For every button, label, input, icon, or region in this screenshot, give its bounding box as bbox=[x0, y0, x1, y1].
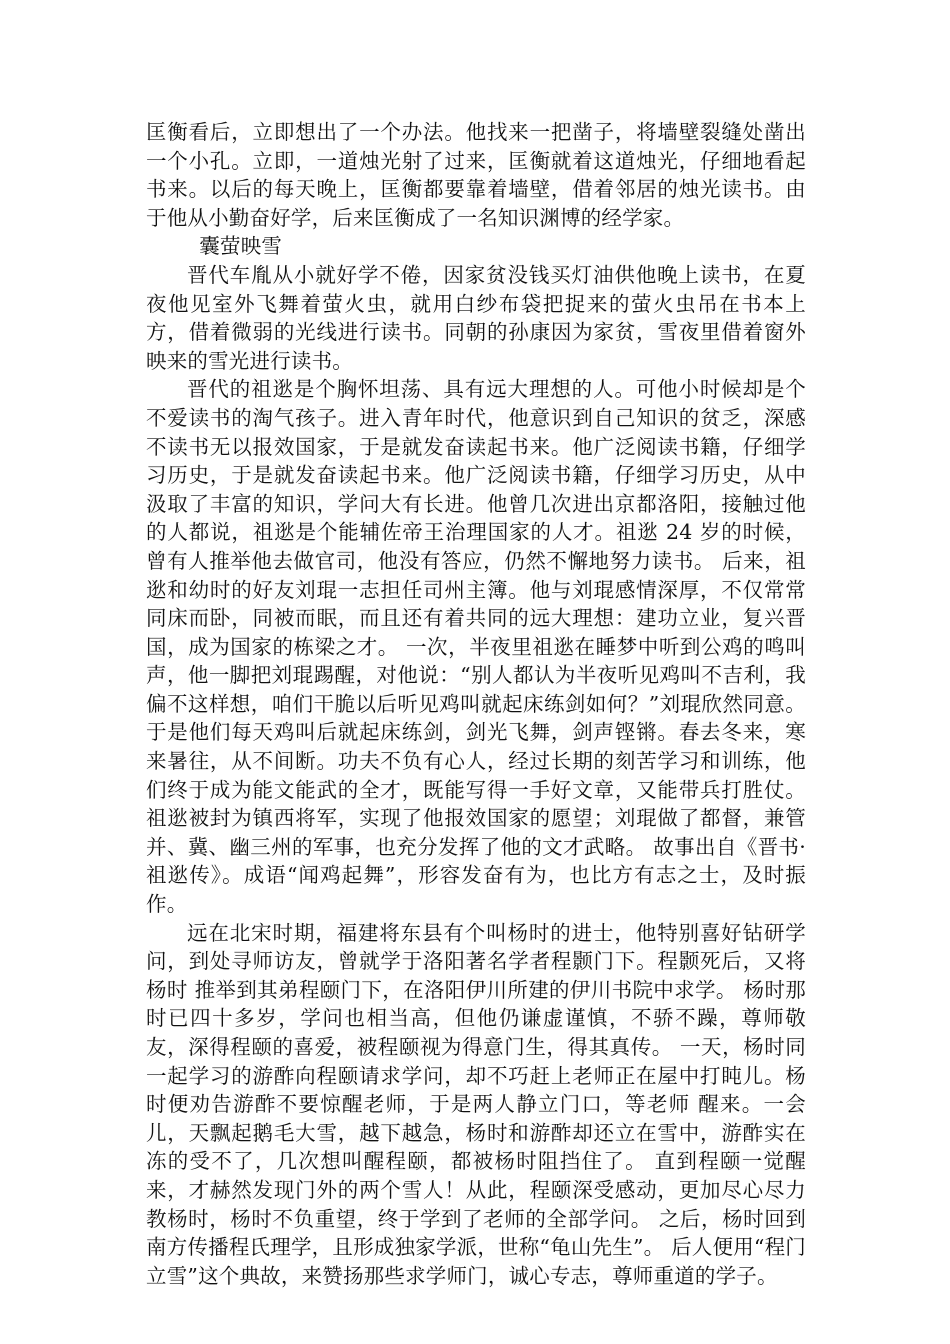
section-heading-nangying-yingxue: 囊萤映雪 bbox=[199, 234, 283, 259]
document-page bbox=[146, 118, 806, 1290]
paragraph-zuti-wenjiqiwu: 晋代的祖逖是个胸怀坦荡、具有远大理想的人。可他小时候却是个不爱读书的淘气孩子。进入青年时代，他意识到自己知识的贫乏，深感不读书无以报效国家，于是就发奋读起书来。他广泛阅读书籍，仔细学习历史，于是就发奋读起书来。他广泛阅读书籍，仔细学习历史，从中汲取了丰富的知识，学问大有长进。他曾几次进出京都洛阳，接触过他的人都说，祖逖是个能辅佐帝王治理国家的人才。祖逖 24 岁的时候，曾有人推举他去做官司，他没有答应，仍然不懈地努力读书。 后来，祖逖和幼时的好友刘琨一志担任司州主簿。他与刘琨感情深厚，不仅常常同床而卧，同被而眠，而且还有着共同的远大理想：建功立业，复兴晋国，成为国家的栋梁之才。 一次，半夜里祖逖在睡梦中听到公鸡的鸣叫声，他一脚把刘琨踢醒，对他说：“别人都认为半夜听见鸡叫不吉利，我偏不这样想，咱们干脆以后听见鸡叫就起床练剑如何？”刘琨欣然同意。于是他们每天鸡叫后就起床练剑，剑光飞舞，剑声铿锵。春去冬来，寒来暑往，从不间断。功夫不负有心人，经过长期的刻苦学习和训练，他们终于成为能文能武的全才，既能写得一手好文章，又能带兵打胜仗。祖逖被封为镇西将军，实现了他报效国家的愿望；刘琨做了都督，兼管并、冀、幽三州的军事，也充分发挥了他的文才武略。 故事出自《晋书·祖逖传》。成语“闻鸡起舞”，形容发奋有为，也比方有志之士，及时振作。 bbox=[146, 377, 806, 917]
paragraph-yangshi-chengmenlixue: 远在北宋时期，福建将东县有个叫杨时的进士，他特别喜好钻研学问，到处寻师访友，曾就学于洛阳著名学者程颢门下。程颢死后，又将杨时 推举到其弟程颐门下，在洛阳伊川所建的伊川书院中求学。 杨时那时已四十多岁，学问也相当高，但他仍谦虚谨慎，不骄不躁，尊师敬友，深得程颐的喜爱，被程颐视为得意门生，得其真传。 一天，杨时同一起学习的游酢向程颐请求学问，却不巧赶上老师正在屋中打盹儿。杨时便劝告游酢不要惊醒老师，于是两人静立门口，等老师 醒来。一会儿，天飘起鹅毛大雪，越下越急，杨时和游酢却还立在雪中，游酢实在冻的受不了，几次想叫醒程颐，都被杨时阻挡住了。 直到程颐一觉醒来，才赫然发现门外的两个雪人！从此，程颐深受感动，更加尽心尽力教杨时，杨时不负重望，终于学到了老师的全部学问。 之后，杨时回到南方传播程氏理学，且形成独家学派，世称“龟山先生”。 后人便用“程门立雪”这个典故，来赞扬那些求学师门，诚心专志，尊师重道的学子。 bbox=[146, 920, 806, 1288]
paragraph-kuangheng-ending: 匡衡看后，立即想出了一个办法。他找来一把凿子，将墙壁裂缝处凿出一个小孔。立即，一道烛光射了过来，匡衡就着这道烛光，仔细地看起书来。以后的每天晚上，匡衡都要靠着墙壁，借着邻居的烛光读书。由于他从小勤奋好学，后来匡衡成了一名知识渊博的经学家。 bbox=[146, 120, 806, 230]
paragraph-cheyin-sunkang: 晋代车胤从小就好学不倦，因家贫没钱买灯油供他晚上读书，在夏夜他见室外飞舞着萤火虫，就用白纱布袋把捉来的萤火虫吊在书本上方，借着微弱的光线进行读书。同朝的孙康因为家贫，雪夜里借着窗外映来的雪光进行读书。 bbox=[146, 262, 806, 373]
